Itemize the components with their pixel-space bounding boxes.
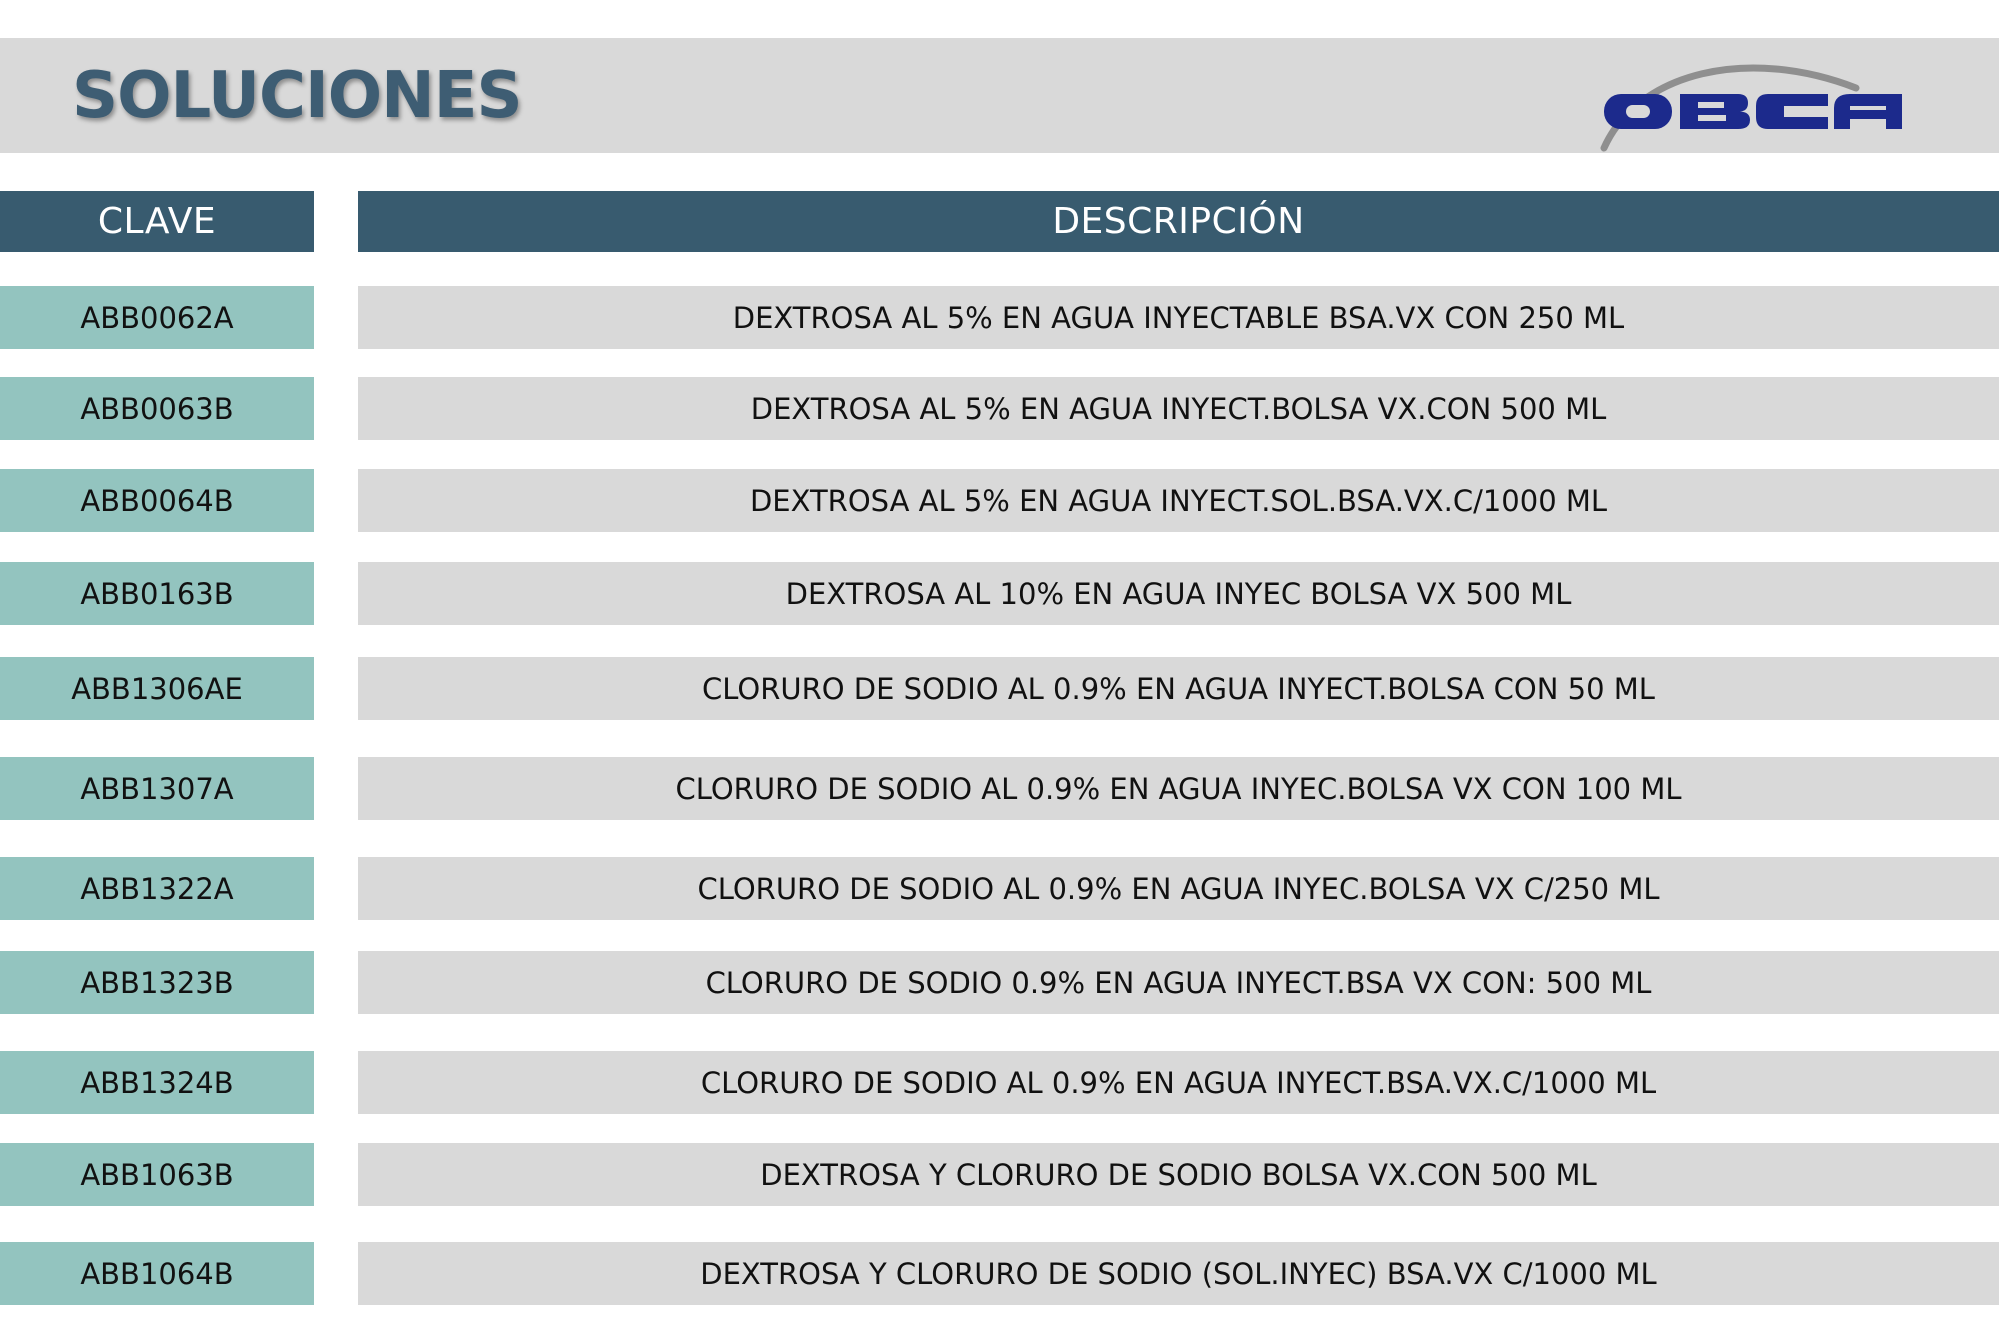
descripcion-cell: CLORURO DE SODIO AL 0.9% EN AGUA INYEC.BOLSA VX C/250 ML	[358, 857, 1999, 920]
table-row	[0, 286, 1999, 349]
descripcion-cell: DEXTROSA AL 5% EN AGUA INYECT.SOL.BSA.VX.C/1000 ML	[358, 469, 1999, 532]
clave-cell: ABB1306AE	[0, 657, 314, 720]
page-title: SOLUCIONES	[72, 59, 522, 133]
table-row	[0, 469, 1999, 532]
descripcion-cell: DEXTROSA AL 5% EN AGUA INYECT.BOLSA VX.CON 500 ML	[358, 377, 1999, 440]
clave-cell: ABB1323B	[0, 951, 314, 1014]
descripcion-cell: DEXTROSA Y CLORURO DE SODIO BOLSA VX.CON 500 ML	[358, 1143, 1999, 1206]
column-header-clave: CLAVE	[0, 191, 314, 252]
table-row	[0, 757, 1999, 820]
descripcion-cell: DEXTROSA AL 5% EN AGUA INYECTABLE BSA.VX CON 250 ML	[358, 286, 1999, 349]
descripcion-cell: CLORURO DE SODIO AL 0.9% EN AGUA INYECT.BOLSA CON 50 ML	[358, 657, 1999, 720]
clave-cell: ABB1307A	[0, 757, 314, 820]
table-row	[0, 1143, 1999, 1206]
clave-cell: ABB1322A	[0, 857, 314, 920]
table-row	[0, 1051, 1999, 1114]
clave-cell: ABB0163B	[0, 562, 314, 625]
descripcion-cell: DEXTROSA AL 10% EN AGUA INYEC BOLSA VX 500 ML	[358, 562, 1999, 625]
descripcion-cell: DEXTROSA Y CLORURO DE SODIO (SOL.INYEC) BSA.VX C/1000 ML	[358, 1242, 1999, 1305]
clave-cell: ABB1063B	[0, 1143, 314, 1206]
obca-logo	[1598, 52, 1908, 152]
table-row	[0, 377, 1999, 440]
table-row	[0, 857, 1999, 920]
table-row	[0, 951, 1999, 1014]
clave-cell: ABB1324B	[0, 1051, 314, 1114]
descripcion-cell: CLORURO DE SODIO AL 0.9% EN AGUA INYECT.BSA.VX.C/1000 ML	[358, 1051, 1999, 1114]
table-row	[0, 1242, 1999, 1305]
table-row	[0, 657, 1999, 720]
clave-cell: ABB0064B	[0, 469, 314, 532]
table-row	[0, 562, 1999, 625]
column-header-descripcion: DESCRIPCIÓN	[358, 191, 1999, 252]
clave-cell: ABB0063B	[0, 377, 314, 440]
descripcion-cell: CLORURO DE SODIO AL 0.9% EN AGUA INYEC.BOLSA VX CON 100 ML	[358, 757, 1999, 820]
clave-cell: ABB0062A	[0, 286, 314, 349]
descripcion-cell: CLORURO DE SODIO 0.9% EN AGUA INYECT.BSA VX CON: 500 ML	[358, 951, 1999, 1014]
clave-cell: ABB1064B	[0, 1242, 314, 1305]
